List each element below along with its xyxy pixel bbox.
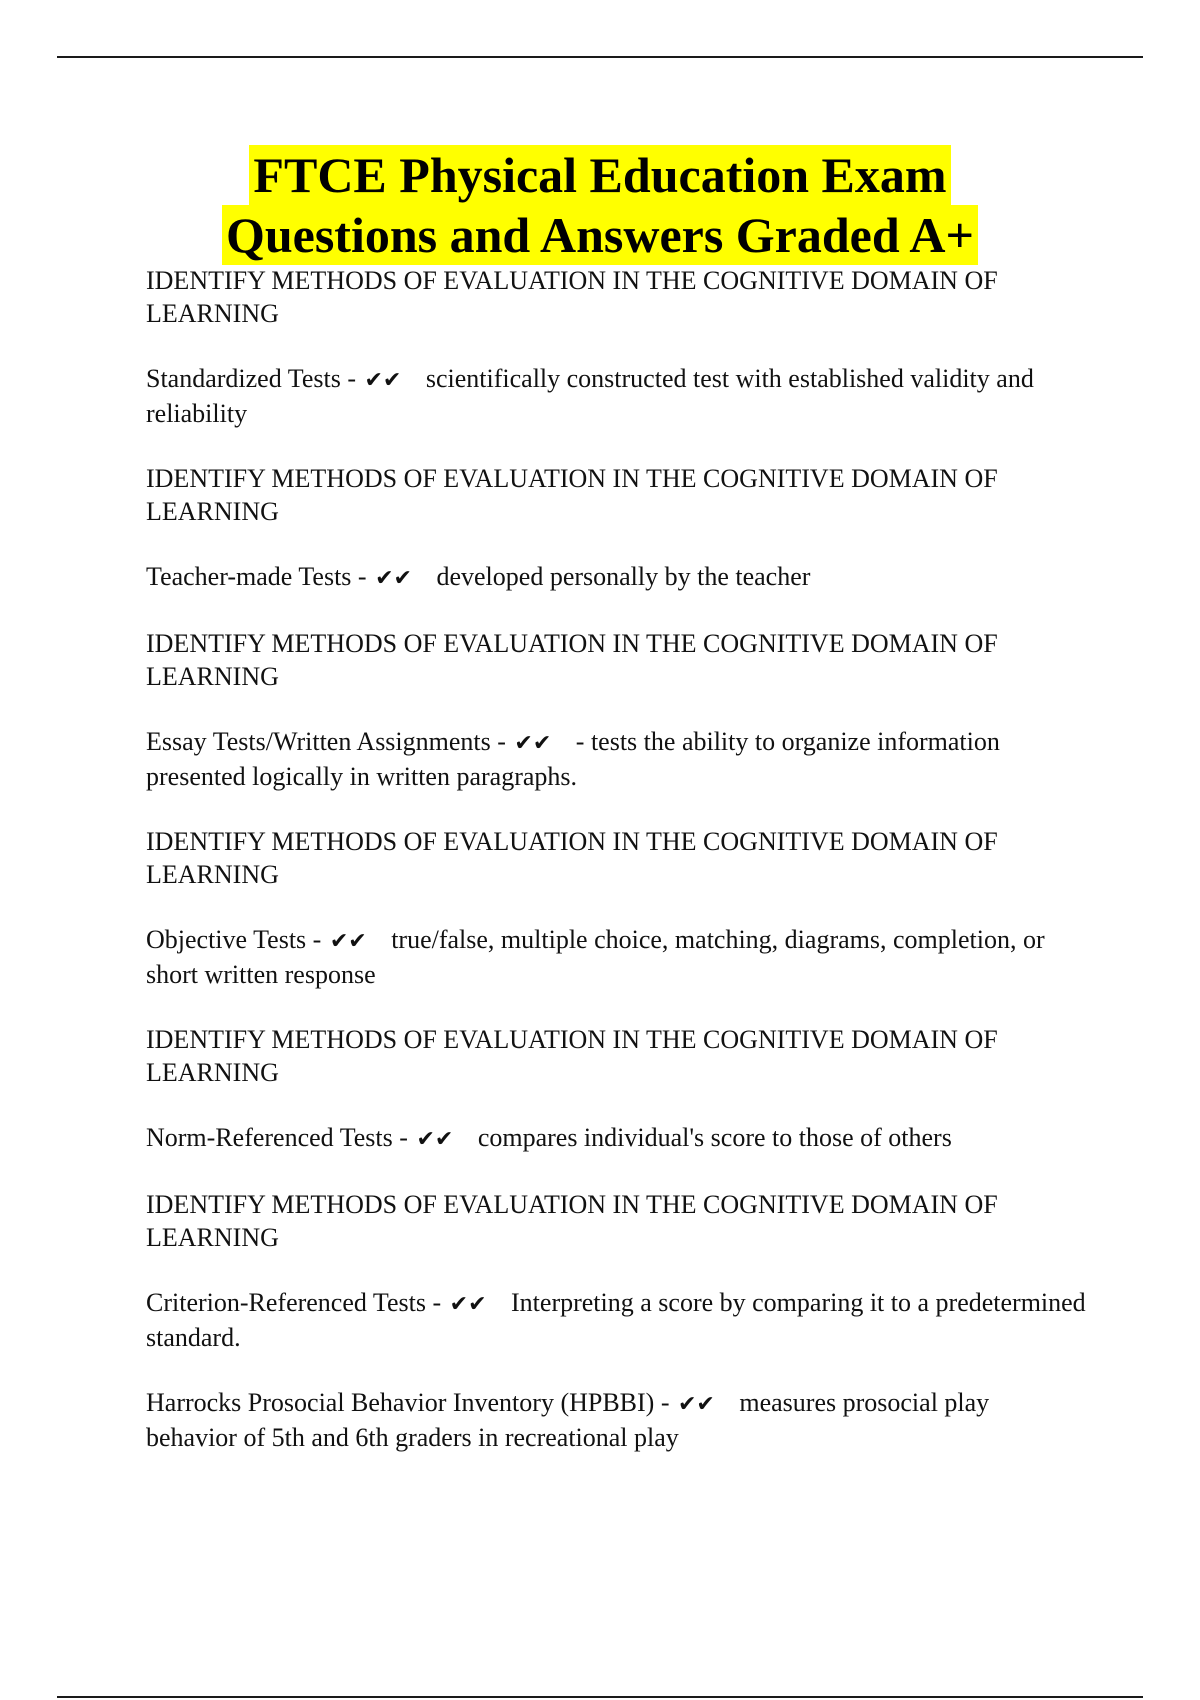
question-heading: IDENTIFY METHODS OF EVALUATION IN THE COGNITIVE DOMAIN OF LEARNING bbox=[146, 827, 998, 889]
answer-item bbox=[146, 1121, 1086, 1156]
qa-content bbox=[146, 264, 1086, 1486]
answer-term: Objective Tests - bbox=[146, 925, 322, 954]
question-heading: IDENTIFY METHODS OF EVALUATION IN THE COGNITIVE DOMAIN OF LEARNING bbox=[146, 1025, 998, 1087]
answer-item bbox=[146, 725, 1086, 793]
answer-text: scientifically constructed test with established validity and reliability bbox=[146, 364, 1034, 428]
answer-text: measures prosocial play behavior of 5th and 6th graders in recreational play bbox=[146, 1388, 990, 1452]
answer-text: Interpreting a score by comparing it to a predetermined standard. bbox=[146, 1288, 1086, 1352]
double-check-icon: ✔✔ bbox=[329, 929, 367, 954]
answer-term: Teacher-made Tests - bbox=[146, 562, 367, 591]
page-title bbox=[0, 145, 1200, 265]
answer-text: true/false, multiple choice, matching, diagrams, completion, or short written response bbox=[146, 925, 1045, 989]
double-check-icon: ✔✔ bbox=[364, 368, 402, 393]
answer-term: Harrocks Prosocial Behavior Inventory (HPBBI) - bbox=[146, 1388, 670, 1417]
answer-term: Standardized Tests - bbox=[146, 364, 356, 393]
answer-item bbox=[146, 362, 1086, 430]
bottom-divider bbox=[57, 1696, 1143, 1698]
title-line-2: Questions and Answers Graded A+ bbox=[222, 205, 978, 265]
answer-text: compares individual's score to those of others bbox=[477, 1123, 952, 1152]
double-check-icon: ✔✔ bbox=[416, 1127, 454, 1152]
answer-term: Essay Tests/Written Assignments - bbox=[146, 727, 506, 756]
question-heading: IDENTIFY METHODS OF EVALUATION IN THE COGNITIVE DOMAIN OF LEARNING bbox=[146, 1190, 998, 1252]
answer-item bbox=[146, 1286, 1086, 1354]
double-check-icon: ✔✔ bbox=[514, 731, 552, 756]
answer-item bbox=[146, 560, 1086, 595]
answer-item bbox=[146, 923, 1086, 991]
question-heading: IDENTIFY METHODS OF EVALUATION IN THE COGNITIVE DOMAIN OF LEARNING bbox=[146, 266, 998, 328]
double-check-icon: ✔✔ bbox=[678, 1392, 715, 1417]
answer-text: - tests the ability to organize information presented logically in written paragraphs. bbox=[146, 727, 1000, 791]
title-line-1: FTCE Physical Education Exam bbox=[249, 145, 950, 205]
double-check-icon: ✔✔ bbox=[375, 566, 412, 591]
answer-item bbox=[146, 1386, 1086, 1454]
answer-text: developed personally by the teacher bbox=[436, 562, 811, 591]
answer-term: Criterion-Referenced Tests - bbox=[146, 1288, 442, 1317]
answer-term: Norm-Referenced Tests - bbox=[146, 1123, 408, 1152]
question-heading: IDENTIFY METHODS OF EVALUATION IN THE COGNITIVE DOMAIN OF LEARNING bbox=[146, 629, 998, 691]
double-check-icon: ✔✔ bbox=[449, 1292, 487, 1317]
question-heading: IDENTIFY METHODS OF EVALUATION IN THE COGNITIVE DOMAIN OF LEARNING bbox=[146, 464, 998, 526]
top-divider bbox=[57, 56, 1143, 58]
